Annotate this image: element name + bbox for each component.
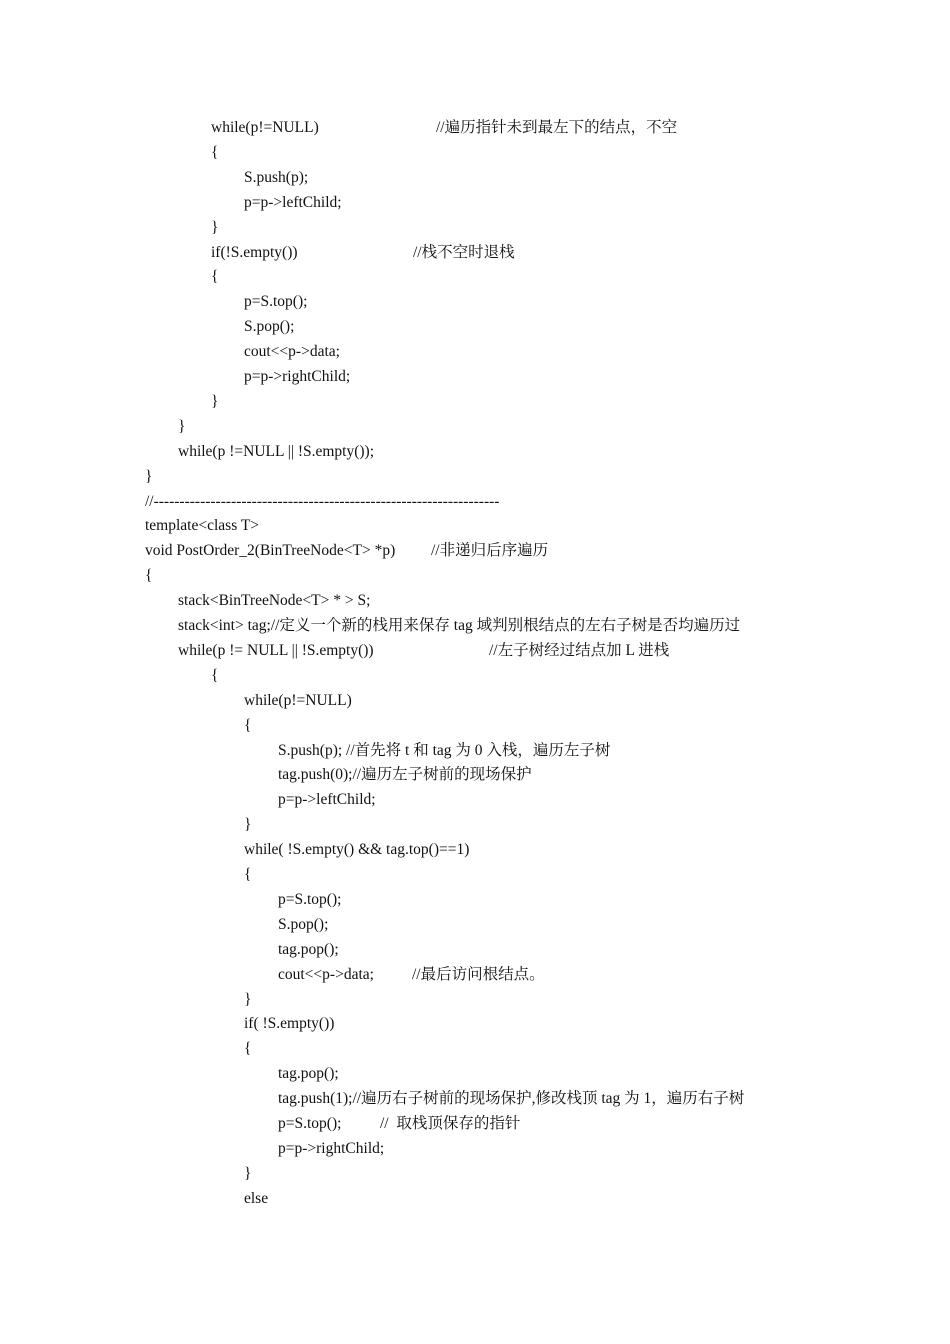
code-line (244, 292, 307, 312)
code-line (178, 616, 740, 636)
code-comment: //遍历指针未到最左下的结点，不空 (436, 119, 678, 136)
code-line (244, 840, 469, 860)
code-text: while(p!=NULL) (244, 691, 352, 709)
code-text: { (211, 268, 219, 286)
code-line (145, 516, 259, 536)
code-line (278, 790, 376, 810)
code-text: stack<int> tag;//定义一个新的栈用来保存 tag 域判别根结点的左右子树是否均遍历过 (178, 617, 741, 634)
code-line (211, 666, 218, 686)
code-line (244, 367, 350, 387)
code-comment: //非递归后序遍历 (431, 542, 549, 560)
code-text: p=S.top(); (278, 890, 342, 908)
code-text: { (145, 567, 153, 585)
code-text: p=p->leftChild; (278, 791, 376, 809)
code-line (178, 641, 374, 661)
code-line (211, 143, 218, 163)
code-text: stack<BinTreeNode<T> * > S; (178, 592, 371, 610)
code-comment: //栈不空时退栈 (413, 243, 515, 261)
code-line (145, 541, 395, 561)
code-line (244, 990, 251, 1010)
code-text: { (244, 866, 252, 883)
code-line (278, 1064, 339, 1084)
code-text: else (244, 1189, 269, 1207)
code-line (278, 965, 374, 985)
code-line (244, 168, 308, 188)
code-text: p=S.top(); (244, 293, 308, 311)
code-line (278, 1089, 744, 1109)
code-line (244, 865, 251, 885)
code-line (244, 1164, 251, 1184)
code-text: p=S.top(); (278, 1115, 342, 1132)
code-comment: //最后访问根结点。 (412, 965, 545, 983)
code-line (244, 691, 352, 711)
code-line (145, 492, 499, 512)
code-text: template<class T> (145, 517, 260, 535)
code-line (211, 218, 218, 238)
code-text: { (211, 143, 219, 161)
code-line (244, 1014, 334, 1034)
code-text: while(p != NULL || !S.empty()) (178, 641, 374, 659)
code-text: cout<<p->data; (278, 965, 374, 983)
code-line (178, 417, 185, 437)
code-text: if(!S.empty()) (211, 243, 298, 261)
code-text: } (178, 417, 186, 435)
code-text: tag.push(0);//遍历左子树前的现场保护 (278, 766, 532, 784)
code-line (278, 940, 339, 960)
code-line (278, 741, 610, 761)
code-line (178, 442, 374, 462)
code-text: { (244, 716, 252, 734)
code-text: } (211, 392, 219, 410)
code-text: S.push(p); //首先将 t 和 tag 为 0 入栈，遍历左子树 (278, 741, 611, 759)
code-text: while( !S.empty() && tag.top()==1) (244, 841, 470, 859)
code-line (278, 1139, 384, 1159)
code-line (278, 1114, 341, 1134)
code-text: tag.push(1);//遍历右子树前的现场保护,修改栈顶 tag 为 1，遍历右子树 (278, 1090, 745, 1108)
code-text: tag.pop(); (278, 1065, 339, 1083)
code-line (145, 566, 152, 586)
code-line (278, 890, 341, 910)
code-line (244, 716, 251, 736)
code-line (244, 342, 340, 362)
code-text: void PostOrder_2(BinTreeNode<T> *p) (145, 542, 396, 560)
code-text: } (244, 990, 252, 1008)
code-line (244, 1189, 268, 1209)
code-line (278, 765, 532, 785)
code-text: p=p->leftChild; (244, 193, 342, 211)
code-text: } (211, 218, 219, 236)
code-text: while(p !=NULL || !S.empty()); (178, 442, 375, 460)
code-text: p=p->rightChild; (278, 1139, 385, 1157)
code-line (145, 467, 152, 487)
code-line (244, 1039, 251, 1059)
code-text: p=p->rightChild; (244, 368, 351, 385)
code-text: { (244, 1040, 252, 1058)
code-line (211, 267, 218, 287)
code-text: } (244, 1164, 252, 1182)
code-text: //------------------------------------------------------------------- (145, 492, 500, 510)
code-line (178, 591, 370, 611)
code-line (244, 815, 251, 835)
code-comment: // 取栈顶保存的指针 (380, 1115, 521, 1132)
code-text: cout<<p->data; (244, 343, 340, 361)
code-text: S.pop(); (278, 915, 329, 933)
code-text: { (211, 666, 219, 684)
code-text: tag.pop(); (278, 940, 339, 958)
code-text: S.push(p); (244, 168, 309, 186)
code-line (278, 915, 328, 935)
code-line (211, 118, 319, 138)
code-line (244, 193, 342, 213)
code-line (244, 317, 294, 337)
code-line (211, 392, 218, 412)
code-text: while(p!=NULL) (211, 119, 319, 136)
code-text: } (145, 467, 153, 485)
code-comment: //左子树经过结点加 L 进栈 (489, 641, 670, 659)
code-text: } (244, 816, 252, 834)
code-text: if( !S.empty()) (244, 1015, 335, 1033)
code-line (211, 243, 298, 263)
code-text: S.pop(); (244, 318, 295, 336)
